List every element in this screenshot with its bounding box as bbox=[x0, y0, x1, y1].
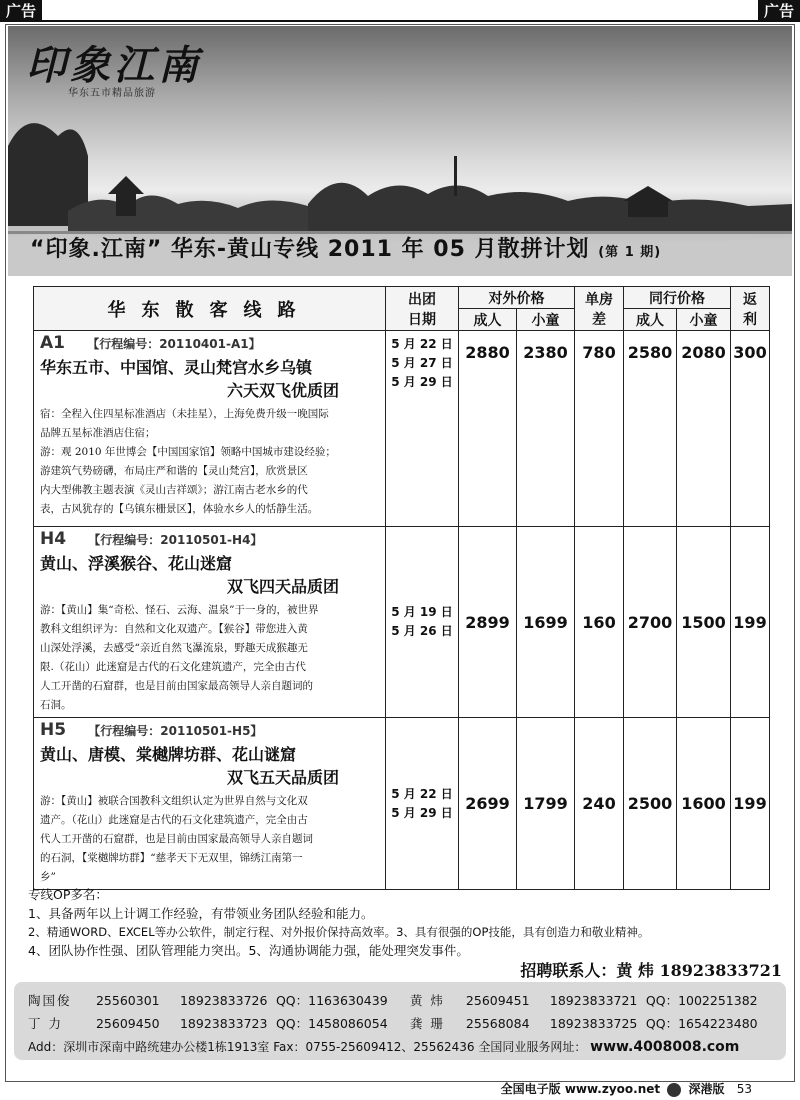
desc-line: 遗产。（花山）此迷窟是古代的石文化建筑遗产，完全由古 bbox=[40, 814, 308, 826]
page-footer bbox=[501, 1080, 752, 1097]
desc-line: 山深处浮溪，去感受“亲近自然飞瀑流泉，野趣天成猴趣无 bbox=[40, 642, 308, 654]
contact-name: 黄 炜 bbox=[409, 993, 445, 1008]
header-adult: 成人 bbox=[459, 309, 517, 331]
contact-mobile: 18923833721 bbox=[549, 993, 638, 1008]
header-route: 华东散客线路 bbox=[34, 287, 386, 331]
route-code-label: 【行程编号：20110501-H5】 bbox=[88, 724, 263, 738]
price-single: 780 bbox=[575, 331, 624, 527]
header-public-price: 对外价格 bbox=[459, 287, 575, 309]
header-rebate-l2: 利 bbox=[743, 311, 757, 328]
route-cell bbox=[34, 331, 386, 527]
ad-label-left: 广告 bbox=[0, 0, 42, 22]
price-child: 1699 bbox=[517, 527, 575, 718]
peer-adult: 2700 bbox=[624, 527, 677, 718]
header-peer-child: 小童 bbox=[677, 309, 731, 331]
route-title: 华东五市、中国馆、灵山梵宫水乡乌镇 bbox=[40, 358, 313, 377]
desc-line: 游：观 2010 年世博会【中国国家馆】领略中国城市建设经验； bbox=[40, 446, 336, 458]
route-code-label: 【行程编号：20110401-A1】 bbox=[87, 337, 261, 351]
contact-qq: QQ：1654223480 bbox=[645, 1016, 758, 1031]
header-rebate bbox=[731, 287, 770, 331]
header-rebate-l1: 返 bbox=[743, 291, 757, 308]
header-depart-l1: 出团 bbox=[408, 291, 436, 308]
rebate: 300 bbox=[731, 331, 770, 527]
price-single: 160 bbox=[575, 527, 624, 718]
route-description bbox=[40, 601, 379, 715]
route-code: H4 bbox=[40, 529, 67, 549]
desc-line: 游：【黄山】集“奇松、怪石、云海、温泉”于一身的，被世界 bbox=[40, 604, 319, 616]
recruit-line: 4、团队协作性强、团队管理能力突出。5、沟通协调能力强，能处理突发事件。 bbox=[28, 942, 469, 958]
contact-mobile: 18923833723 bbox=[179, 1016, 268, 1031]
header-single-l1: 单房 bbox=[585, 291, 613, 308]
date: 5 月 27 日 bbox=[391, 356, 453, 370]
recruit-line: 2、精通WORD、EXCEL等办公软件，制定行程、对外报价保持高效率。3、具有很强的OP技能，具有创造力和敬业精神。 bbox=[28, 925, 650, 939]
edition-logo-icon bbox=[667, 1083, 681, 1097]
contact-qq: QQ：1163630439 bbox=[275, 993, 388, 1008]
header-single-l2: 差 bbox=[592, 311, 606, 328]
route-code-label: 【行程编号：20110501-H4】 bbox=[88, 533, 263, 547]
route-subtitle: 双飞四天品质团 bbox=[226, 577, 339, 596]
contact-name: 陶国俊 bbox=[28, 993, 72, 1008]
price-child: 1799 bbox=[517, 718, 575, 890]
header-depart-l2: 日期 bbox=[408, 311, 436, 328]
route-subtitle: 六天双飞优质团 bbox=[226, 381, 339, 400]
date: 5 月 26 日 bbox=[391, 624, 453, 638]
price-adult: 2699 bbox=[459, 718, 517, 890]
footer-edition: 深港版 bbox=[688, 1082, 725, 1096]
price-single: 240 bbox=[575, 718, 624, 890]
route-table bbox=[33, 286, 770, 890]
route-code-line bbox=[40, 333, 379, 353]
departure-dates bbox=[386, 527, 459, 718]
desc-line: 游：【黄山】被联合国教科文组织认定为世界自然与文化双 bbox=[40, 795, 308, 807]
date: 5 月 19 日 bbox=[391, 605, 453, 619]
header-peer-adult: 成人 bbox=[624, 309, 677, 331]
table-row bbox=[34, 718, 770, 890]
route-cell bbox=[34, 527, 386, 718]
website-link[interactable]: www.4008008.com bbox=[590, 1039, 740, 1055]
peer-adult: 2500 bbox=[624, 718, 677, 890]
address-text: Add：深圳市深南中路统建办公楼1栋1913室 Fax：0755-25609412、25562436 全国同业服务网址： bbox=[28, 1040, 587, 1054]
table-row bbox=[34, 331, 770, 527]
desc-line: 品牌五星标准酒店住宿； bbox=[40, 427, 156, 439]
date: 5 月 22 日 bbox=[391, 786, 453, 801]
desc-line: 限.（花山）此迷窟是古代的石文化建筑遗产，完全由古代 bbox=[40, 661, 306, 673]
route-code: A1 bbox=[40, 333, 65, 353]
desc-line: 人工开凿的石窟群，也是目前由国家最高领导人亲自题词的 bbox=[40, 680, 313, 692]
recruit-heading: 专线OP多名： bbox=[28, 887, 108, 902]
contact-tel: 25560301 bbox=[95, 993, 160, 1008]
contact-mobile: 18923833725 bbox=[549, 1016, 638, 1031]
route-title: 黄山、唐模、棠樾牌坊群、花山谜窟 bbox=[40, 745, 297, 764]
route-title: 黄山、浮溪猴谷、花山迷窟 bbox=[40, 554, 233, 573]
rebate: 199 bbox=[731, 527, 770, 718]
headline-text: “印象.江南” 华东-黄山专线 2011 年 05 月散拼计划 bbox=[30, 237, 590, 262]
route-code-line bbox=[40, 529, 379, 549]
contact-name: 龚 珊 bbox=[409, 1016, 445, 1031]
date: 5 月 29 日 bbox=[391, 375, 453, 389]
header-single bbox=[575, 287, 624, 331]
departure-dates bbox=[386, 718, 459, 890]
contact-box bbox=[14, 982, 786, 1060]
date: 5 月 22 日 bbox=[391, 337, 453, 351]
departure-dates bbox=[386, 331, 459, 527]
desc-line: 的石洞，【棠樾牌坊群】“慈孝天下无双里，锦绣江南第一 bbox=[40, 852, 303, 864]
contact-row bbox=[28, 1014, 758, 1032]
route-description bbox=[40, 405, 379, 519]
peer-child: 1500 bbox=[677, 527, 731, 718]
route-code: H5 bbox=[40, 720, 67, 740]
desc-line: 石洞。 bbox=[40, 699, 72, 711]
desc-line: 表，古风犹存的【乌镇东栅景区】，体验水乡人的恬静生活。 bbox=[40, 503, 319, 515]
contact-tel: 25568084 bbox=[465, 1016, 530, 1031]
logo-script: 印象江南 bbox=[26, 42, 202, 89]
page-number: 53 bbox=[736, 1082, 752, 1096]
contact-name: 丁 力 bbox=[28, 1016, 63, 1031]
peer-adult: 2580 bbox=[624, 331, 677, 527]
contact-qq: QQ：1002251382 bbox=[645, 993, 758, 1008]
date: 5 月 29 日 bbox=[391, 805, 453, 820]
header-peer-price: 同行价格 bbox=[624, 287, 731, 309]
logo-subtitle: 华东五市精品旅游 bbox=[68, 88, 156, 99]
desc-line: 代人工开凿的石窟群，也是目前由国家最高领导人亲自题词 bbox=[40, 833, 313, 845]
table-row bbox=[34, 527, 770, 718]
recruitment-section bbox=[28, 886, 788, 960]
ad-label-right: 广告 bbox=[758, 0, 800, 22]
contact-tel: 25609451 bbox=[465, 993, 530, 1008]
contact-qq: QQ：1458086054 bbox=[275, 1016, 388, 1031]
desc-line: 教科文组织评为：自然和文化双遗产。【猴谷】带您进入黄 bbox=[40, 623, 308, 635]
contact-row bbox=[28, 991, 758, 1009]
price-adult: 2880 bbox=[459, 331, 517, 527]
recruit-contact: 招聘联系人：黄 炜 18923833721 bbox=[520, 961, 782, 980]
route-cell bbox=[34, 718, 386, 890]
route-subtitle: 双飞五天品质团 bbox=[226, 768, 339, 787]
route-code-line bbox=[40, 720, 379, 740]
peer-child: 2080 bbox=[677, 331, 731, 527]
route-description bbox=[40, 792, 379, 887]
contact-tel: 25609450 bbox=[95, 1016, 160, 1031]
desc-line: 乡” bbox=[40, 871, 56, 883]
recruit-line: 1、具备两年以上计调工作经验，有带领业务团队经验和能力。 bbox=[28, 905, 374, 921]
desc-line: 内大型佛教主题表演《灵山吉祥颂》；游江南古老水乡的代 bbox=[40, 484, 308, 496]
price-adult: 2899 bbox=[459, 527, 517, 718]
top-rule bbox=[0, 20, 800, 22]
desc-line: 宿：全程入住四星标准酒店（未挂星），上海免费升级一晚国际 bbox=[40, 408, 329, 420]
price-child: 2380 bbox=[517, 331, 575, 527]
footer-label: 全国电子版 www.zyoo.net bbox=[500, 1082, 661, 1096]
header-child: 小童 bbox=[517, 309, 575, 331]
address-line bbox=[28, 1038, 739, 1055]
rebate: 199 bbox=[731, 718, 770, 890]
peer-child: 1600 bbox=[677, 718, 731, 890]
headline bbox=[30, 232, 661, 263]
desc-line: 游建筑气势磅礴，布局庄严和谐的【灵山梵宫】，欣赏景区 bbox=[40, 465, 308, 477]
header-depart bbox=[386, 287, 459, 331]
issue-number: (第 1 期) bbox=[598, 245, 662, 260]
contact-mobile: 18923833726 bbox=[179, 993, 268, 1008]
